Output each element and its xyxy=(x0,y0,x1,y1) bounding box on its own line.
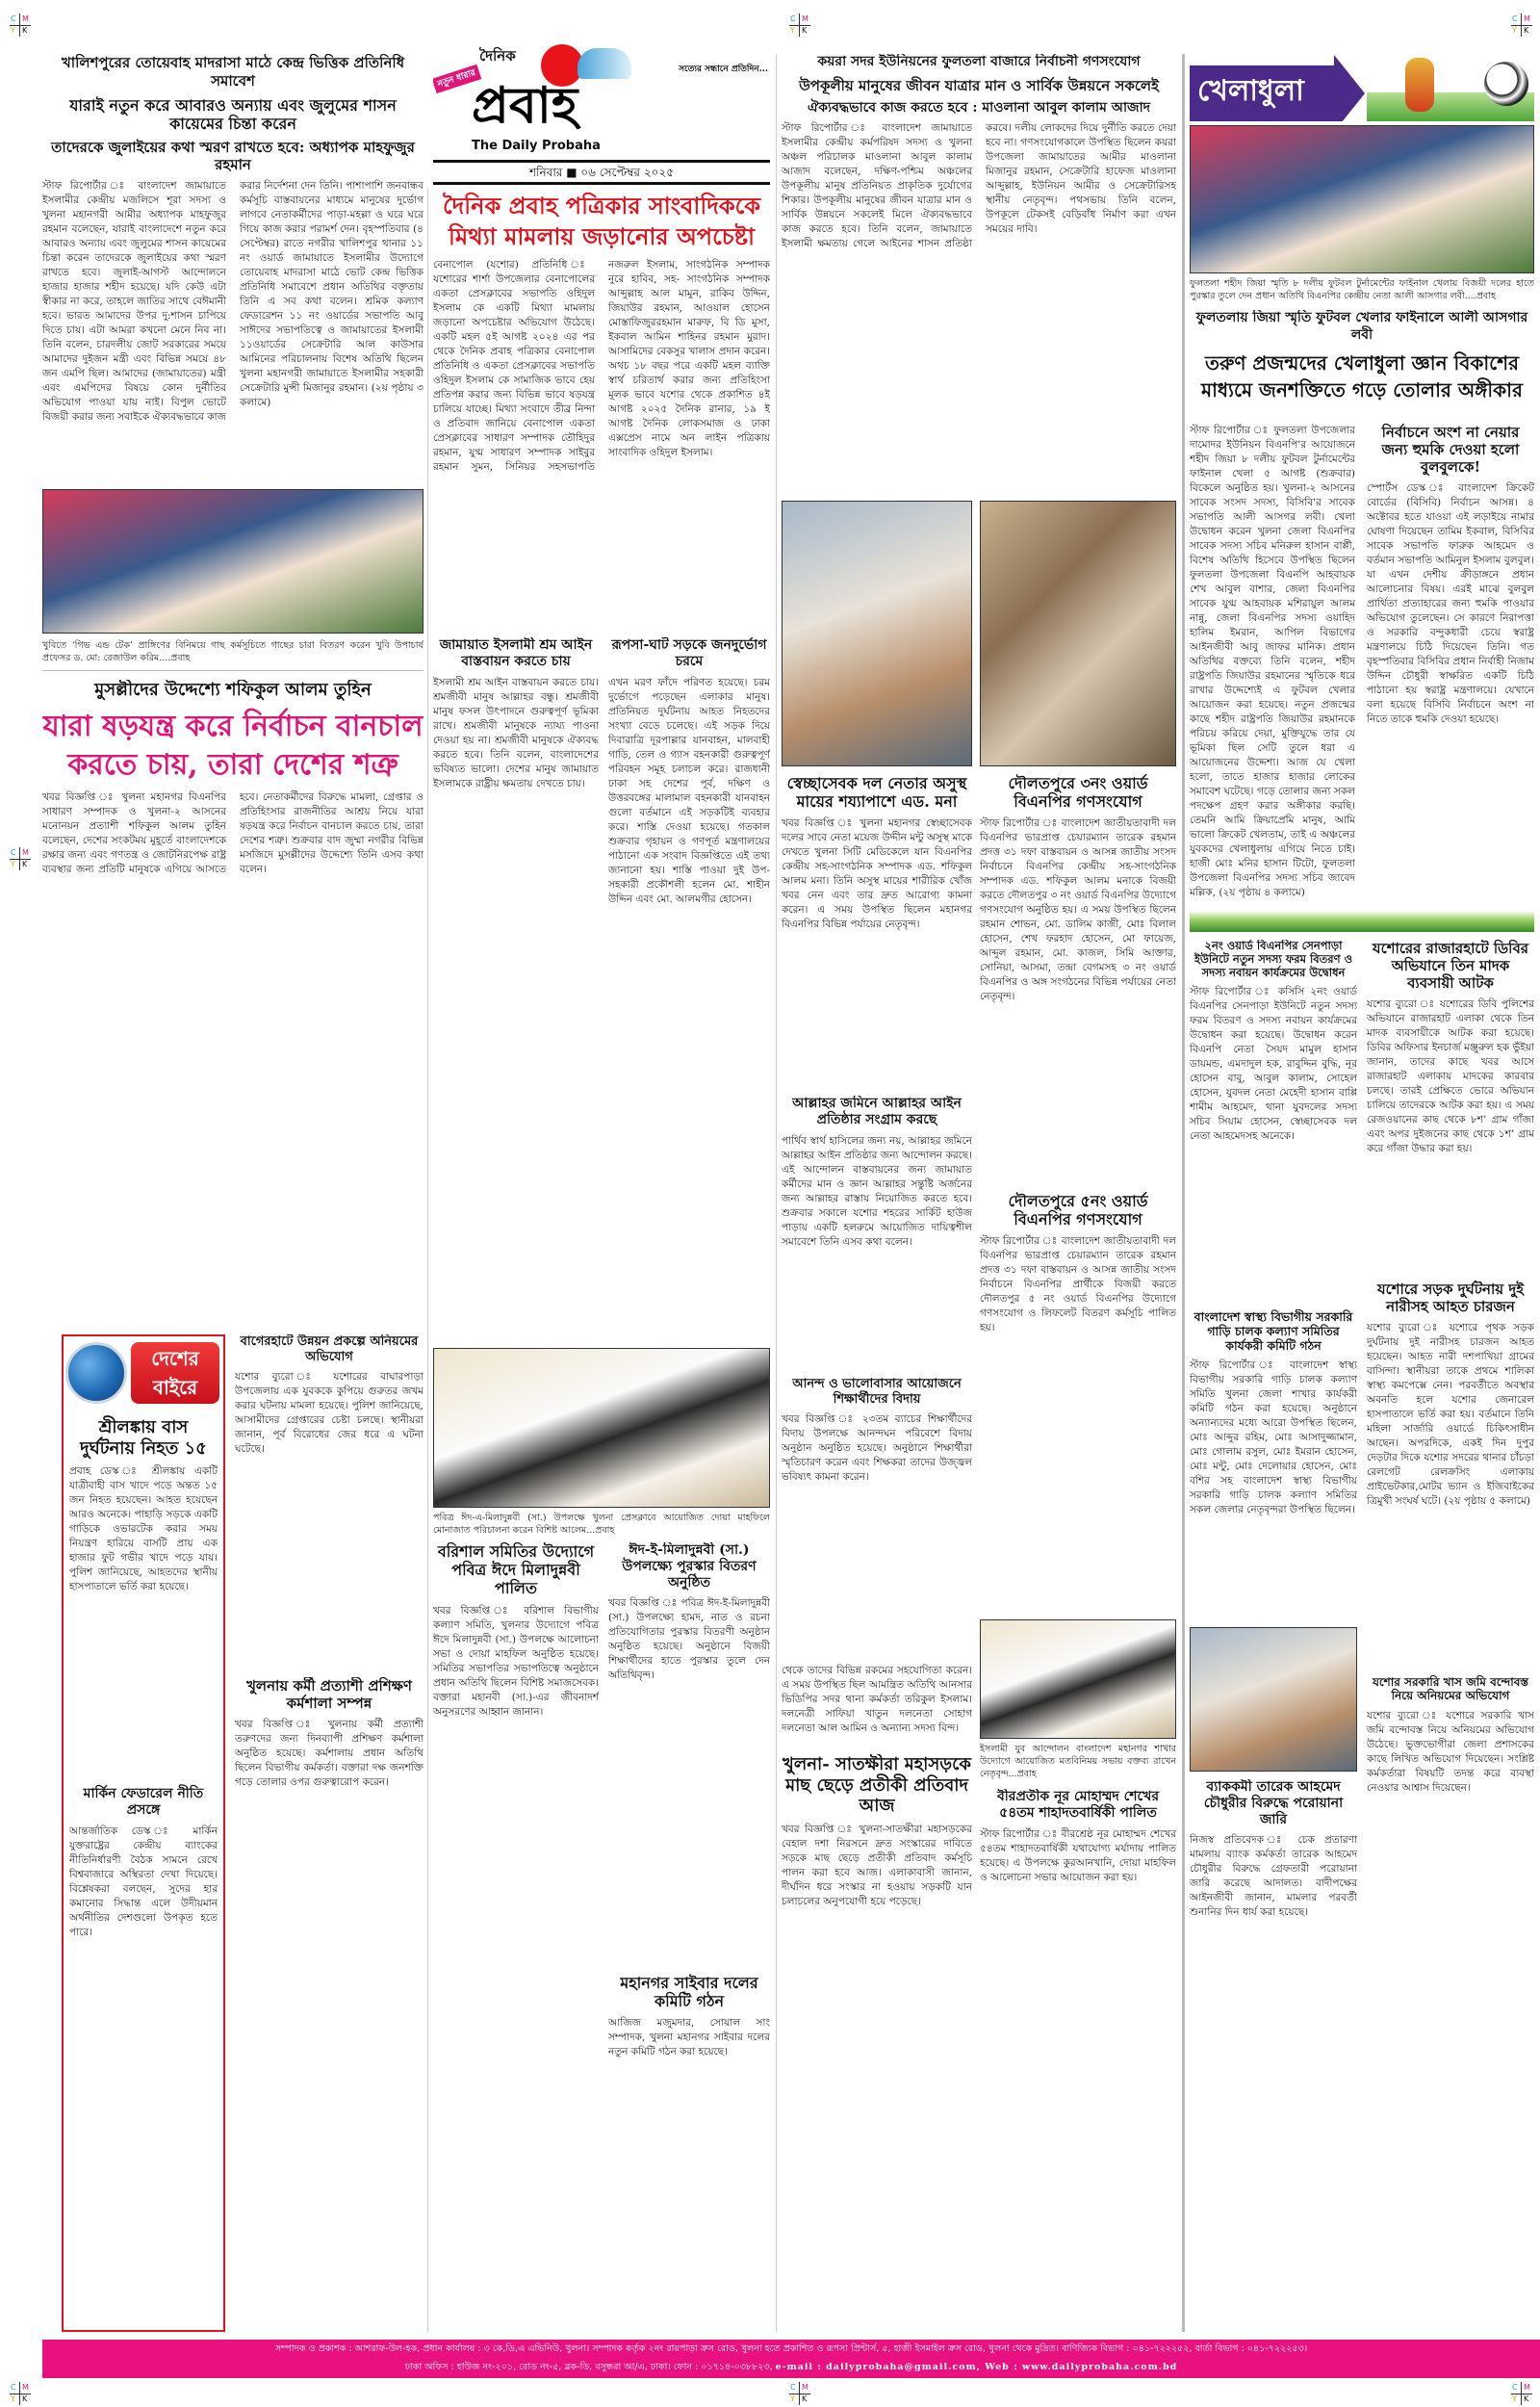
road-story xyxy=(608,637,770,1340)
road-body: এখন মরণ ফাঁদে পরিণত হয়েছে। চরম দুর্ভোগে পড়েছেন এলাকার মানুষ। প্রতিনিয়ত দুর্ঘটনায় আহত নিহতদের সংখ্যা বেড়ে চলেছে। এই সড়ক দিয়ে দিবারাত্রি দূরপাল্লার যানবাহন, মালবাহী গাড়ি, তেল ও গ্যাস বহনকারী গুরুত্বপূর্ণ পরিবহন সমূহ চলাচল করে। রাজধানী ঢাকা সহ দেশের পূর্ব, দক্ষিণ ও উত্তরবঙ্গের মালামাল বহনকারী যানবাহন গুলো বর্তমানে এই সড়কটিই ব্যবহার করে। শাস্তি দেওয়া হয়েছে। গতকাল শুক্রবার গৃহায়ন ও গণপূর্ত মন্ত্রণালয়ের পাঠানো এক সংবাদ বিজ্ঞপ্তিতে এই তথ্য জানানো হয়। শাস্তি পাওয়া দুই উপ-সহকারী প্রকৌশলী হলেন মো. শাহীন উদ্দিন এবং মো. আলমগীর হোসেন। xyxy=(608,676,770,905)
milad-headline: ঈদ-ই-মিলাদুন্নবী (সা.) উপলক্ষ্যে পুরস্কার বিতরণ অনুষ্ঠিত xyxy=(622,1542,757,1591)
koyra-story xyxy=(782,54,1176,495)
masthead-badge: নতুন ধারার xyxy=(433,65,481,93)
sports-heading xyxy=(1190,310,1534,416)
volunteer-story xyxy=(782,774,972,1088)
football-icon xyxy=(1484,62,1528,106)
jessore-accident-headline: যশোরে সড়ক দুর্ঘটনায় দুই নারীসহ আহত চারজন xyxy=(1376,1281,1525,1315)
allah-law-story xyxy=(782,1096,972,1369)
middle-left-story-b-headline: খুলনায় কর্মী প্রত্যাশী প্রশিক্ষণ কর্মশালা সম্পন্ন xyxy=(246,1677,412,1712)
tarique-body: নিজস্ব প্রতিবেদক ঃ চেক প্রতারণা মামলায় ব্যাংক কর্মকর্তা তারেক আহমেদ চৌধুরীর বিরুদ্ধে গ্রেফতারী পরোয়ানা জারি করেছে আদালত। বাদীপক্ষের আইনজীবী জানান, মামলার পরবর্তী শুনানির দিন ধার্য করা হয়েছে। xyxy=(1190,1834,1357,1919)
labour-law-headline: জামায়াত ইসলামী শ্রম আইন বাস্তবায়ন করতে চায় xyxy=(439,637,593,669)
milad-story xyxy=(608,1542,770,1966)
tuhin-body: খবর বিজ্ঞপ্তি ঃ খুলনা মহানগর বিএনপির সাধারণ সম্পাদক ও খুলনা-২ আসনের মনোনয়ন প্রত্যাশী শফিকুল আলম তুহিন বলেছেন, দেশের সংকটময় মুহূর্তে বাংলাদেশকে রক্ষার জন্য এবং গণতন্ত্র ও জোটনিরপেক্ষ রাষ্ট্র ব্যবস্থার জন্য প্রতিটি মানুষকে এগিয়ে আসতে হবে। নেতাকর্মীদের বিরুদ্ধে মামলা, গ্রেপ্তার ও প্রতিহিংসার রাজনীতির আশ্রয় নিয়ে যারা ষড়যন্ত্র করে নির্বাচন বানচাল করতে চায়, তারা দেশের শত্রু। শুক্রবার বাদ জুম্মা নগরীর বিভিন্ন মসজিদে মুসল্লীদের উদ্দেশ্যে তিনি এসব কথা বলেন। xyxy=(42,790,424,875)
koyra-photo-2 xyxy=(782,501,972,766)
lead-photo xyxy=(42,489,424,634)
registration-mark: C M Y K xyxy=(789,13,810,37)
youth-photo-caption: ইসলামী যুব আন্দোলন বাংলাদেশ মহানগর শাখার উদ্যোগে আয়োজিত মতবিনিময় সভায় বক্তব্য রাখেন নেতৃবৃন্দ...প্রবাহ xyxy=(980,1744,1176,1779)
false-case-body: বেনাপোল (যশোর) প্রতিনিধি ঃ যশোরের শার্শা উপজেলার বেনাপোলের একতা প্রেসক্লাবের সভাপতি ওহিদুল ইসলাম কে একটি মিথ্যা মামলায় জড়ানো অপচেষ্টার অভিযোগ উঠেছে। একটি মহল ৫ই আগষ্ট ২০২৪ এর পর থেকে দৈনিক প্রবাহ পত্রিকার বেনাপোল প্রতিনিধি ও একতা প্রেসক্লাবের সভাপতি ওহিদুল ইসলাম কে সামাজিক ভাবে হেয় প্রতিপন্ন করার জন্য বিভিন্ন ভাবে ষড়যন্ত্র চালিয়ে যাচ্ছে। মিথ্যা সংবাদে তীব্র নিন্দা ও প্রতিবাদ জানিয়ে বেনাপোল একতা প্রেসক্লাবের সাধারণ সম্পাদক তৌহিদুর রহমান, যুগ্ম সাধারণ সম্পাদক সাইবুর রহমান সুমন, সিনিয়র সহসভাপতি নজরুল ইসলাম, সাংগঠনিক সম্পাদক নুরে হাবিব, সহ- সাংগঠনিক সম্পাদক আব্দুল্লাহ আল মামুন, রাকিব উদ্দিন, জিয়াউর রহমান, আওয়াল হোসেন মোস্তাফিজুররহমান মারুফ, বি ডি মুসা, ইকবাল আমিন শাহিনর রহমান মুরাদ। আসামিদের বেকসুর খালাস প্রদান করেন। অথচ ১৮ বছর পরে একটি মহল ব্যাক্তি স্বার্থ চরিতার্থ করার জন্য প্রতিহিংসা মূলক ভাবে যশোর থেকে প্রকাশিত ৪ই আগষ্ট ২০২৫ দৈনিক রানার, ১৯ ই আগষ্ট দৈনিক লোকসমাজ ও ঢাকা এক্সপ্রেস নামে অন লাইন পত্রিকায় সাংবাদিক ওহিদুল ইসলাম। xyxy=(433,259,770,473)
imprint-footer xyxy=(42,2340,1540,2378)
bulbul-story xyxy=(1367,424,1534,905)
driver-body: স্টাফ রিপোর্টার ঃ বাংলাদেশ স্বাস্থ্য বিভাগীয় সরকারি গাড়ি চালক কল্যাণ সমিতি খুলনা জেলা শাখার কার্যকরী কমিটি গঠন করা হয়েছে। অনুষ্ঠানে অন্যান্যদের মধ্যে আরো উপস্থিত ছিলেন, মোঃ আব্দুর রহিম, মোঃ আসাদুজ্জামান, মোঃ গোলাম রসুল, মোঃ ইমরান হোসেন, মোঃ মন্টু, মোঃ দেলোয়ার হোসেন, মোঃ বশির সহ বাংলাদেশ স্বাস্থ্য বিভাগীয় সরকারি গাড়ি চালক কল্যাণ সমিতির সকল জেলার নেতৃবৃন্দরা উপস্থিত ছিলেন। xyxy=(1190,1359,1357,1515)
narcotics-headline: বীরপ্রতীক নূর মোহাম্মদ শেখের ৫৪তম শাহাদতবার্ষিকী পালিত xyxy=(996,1789,1160,1821)
labour-law-story xyxy=(433,637,599,1340)
registration-mark: C M Y K xyxy=(10,13,31,37)
tuhin-kicker: মুসল্লীদের উদ্দেশ্যে শফিকুল আলম তুহিন xyxy=(94,680,372,700)
abroad-banner-line1: দেশের xyxy=(151,1347,199,1370)
ward2-headline: ২নং ওয়ার্ড বিএনপির সেনপাড়া ইউনিটে নতুন সদস্য ফরম বিতরণ ও সদস্য নবায়ন কার্যক্রমের উদ্বোধন xyxy=(1194,940,1353,979)
sports-photo-caption: ফুলতলা শহীদ জিয়া স্মৃতি ৮ দলীয় ফুটবল টুর্নামেন্টের ফাইনাল খেলায় বিজয়ী দলের হাতে পুরস্কার তুলে দেন প্রধান অতিথি বিএনপির কেন্দ্রীয় নেতা আলী আসগার লবী....প্রবাহ xyxy=(1190,278,1534,301)
driver-photo xyxy=(1190,1627,1357,1772)
registration-mark: C M Y K xyxy=(10,2382,31,2405)
cricket-bat-icon xyxy=(1405,58,1434,112)
imprint-dhaka-office: ঢাকা অফিস : হাউজ নং-২০১, রোড নং-৫, ব্লক-ডি, বসুন্ধরা আ/এ, ঢাকা। ফোন : ০১৭১৪-০৩৮৮২৩, xyxy=(404,2362,773,2372)
masthead-english-name: The Daily Probaha xyxy=(472,139,601,153)
registration-mark: C M Y K xyxy=(1511,13,1532,37)
lead-kicker: খালিশপুরের তোয়েবাহ মাদরাসা মাঠে কেন্দ্র ভিত্তিক প্রতিনিধি সমাবেশ xyxy=(61,54,405,90)
masthead-rule xyxy=(433,182,770,185)
column-divider xyxy=(427,189,428,2332)
abroad-box xyxy=(62,1334,225,2332)
masthead-tagline: সত্যের সন্ধানে প্রতিদিন... xyxy=(679,65,768,74)
koyra-headline-2: ঐক্যবদ্ধভাবে কাজ করতে হবে : মাওলানা আবুল কালাম আজাদ xyxy=(807,99,1150,116)
abroad-banner-line2: বাইরে xyxy=(152,1376,198,1399)
aanandamoyi-headline: আনন্দ ও ভালোবাসার আয়োজনে শিক্ষার্থীদের বিদায় xyxy=(792,1377,962,1407)
fish-story xyxy=(782,1754,972,2332)
abroad-headline: শ্রীলঙ্কায় বাস দুর্ঘটনায় নিহত ১৫ xyxy=(80,1417,207,1459)
rajarhat-story xyxy=(1367,940,1534,1273)
aanandamoyi-story xyxy=(782,1377,972,1656)
cyber-headline: মহানগর সাইবার দলের কমিটি গঠন xyxy=(620,1974,758,2011)
middle-left-story-a-headline: বাগেরহাটে উন্নয়ন প্রকল্পে অনিয়মের অভিযোগ xyxy=(240,1334,419,1364)
middle-left-story-a xyxy=(235,1334,424,1669)
ward2-story xyxy=(1190,940,1357,1302)
divider xyxy=(42,670,424,671)
cyber-body: আজিজ মজুমদার, সোয়াল সাং সম্পাদক, খুলনা মহানগর সাইবার দলের নতুন কমিটি গঠন করা হয়েছে। xyxy=(608,2017,770,2058)
lead-headline-2: তাদেরকে জুলাইয়ের কথা স্মরণ রাখতে হবে: অধ্যাপক মাহফুজুর রহমান xyxy=(51,138,415,173)
tarique-headline: ব্যাককমী তারেক আহমেদ চৌধুরীর বিরুদ্ধে পরোয়ানা জারি xyxy=(1203,1779,1344,1827)
sports-headline: তরুণ প্রজন্মদের খেলাধুলা জ্ঞান বিকাশের মাধ্যমে জনশক্তিতে গড়ে তোলার অঙ্গীকার xyxy=(1201,351,1523,401)
barishal-photo-caption: পবিত্র ঈদ-এ-মিলাদুন্নবী (সা.) উপলক্ষে খুলনা প্রেসক্লাবে আয়োজিত দোয়া মাহফিলে মোনাজাত পরিচালনা করেন বিশিষ্ট আলেম...প্রবাহ xyxy=(433,1513,770,1536)
milad-body: খবর বিজ্ঞপ্তি ঃ পবিত্র ঈদ-ই-মিলাদুন্নবী (সা.) উপলক্ষ্যে হামদ, নাত ও রচনা প্রতিযোগিতার পুরস্কার বিতরণী অনুষ্ঠান অনুষ্ঠিত হয়েছে। অনুষ্ঠানে বিজয়ী শিক্ষার্থীদের হাতে পুরস্কার তুলে দেন অতিথিবৃন্দ। xyxy=(608,1597,770,1682)
tuhin-story xyxy=(42,680,424,1325)
sports-photo xyxy=(1190,125,1534,273)
narcotics-story xyxy=(980,1789,1176,2332)
sports-banner xyxy=(1190,54,1534,121)
tuhin-headline: যারা ষড়যন্ত্র করে নির্বাচন বানচাল করতে চায়, তারা দেশের শত্রু xyxy=(42,709,424,782)
koyra-headline-1: উপকূলীয় মানুষের জীবন যাত্রার মান ও সার্বিক উন্নয়নে সকলেই xyxy=(799,76,1159,94)
masthead-prefix: দৈনিক xyxy=(479,47,516,65)
masthead xyxy=(433,42,770,158)
rajarhat-headline: যশোরের রাজারহাটে ডিবির অভিযানে তিন মাদক ব্যবসায়ী আটক xyxy=(1372,940,1529,992)
doulatpur-5-body: স্টাফ রিপোর্টার ঃ বাংলাদেশ জাতীয়তাবাদী দল বিএনপির ভারপ্রাপ্ত চেয়ারম্যান তারেক রহমান প্রদত্ত ৩১ দফা বাস্তবায়ন ও আসন্ন জাতীয় সংসদ নির্বাচনে বিএনপির প্রার্থীকে বিজয়ী করতে দৌলতপুর ৫ নং ওয়ার্ড বিএনপির উদ্যোগে গণসংযোগ ও লিফলেট বিতরণ কর্মসূচি পালিত হয়। xyxy=(980,1235,1176,1334)
arrow-icon xyxy=(1334,55,1365,121)
labour-law-body: ইসলামী শ্রম আইন বাস্তবায়ন করতে চায়। শ্রমজীবী মানুষ আল্লাহর বন্ধু। শ্রমজীবী মানুষ ফসল উৎপাদনে গুরুত্বপূর্ণ ভূমিকা রাখে। শ্রমজীবী মানুষকে ন্যায্য পাওনা দেওয়া হয় না। শ্রমজীবী মানুষকে ঐক্যবদ্ধ করতে হবে। তিনি বলেন, বাংলাদেশের ভবিষ্যত ভালো। দেশের মানুষ জামায়াত ইসলামকে রাষ্ট্রীয় ক্ষমতায় দেখতে চায়। xyxy=(433,676,599,789)
doulatpur-3-story xyxy=(980,774,1176,1184)
volunteer-body: খবর বিজ্ঞপ্তি ঃ খুলনা মহানগর স্বেচ্ছাসেবক দলের সাবে নেতা ময়েজ উদ্দীন মন্টু অসুস্থ মাকে দেখতে খুলনা সিটি মেডিকেলে যান বিএনপির কেন্দ্রীয় সহ-সাংগঠনিক সম্পাদক এড. শফিকুল আলম মনা। তিনি অসুস্থ মায়ের শারীরিক খোঁজ খবর নেন এবং তার দ্রুত আরোগ্য কামনা করেন। এ সময় উপস্থিত ছিলেন মহানগর বিএনপির বিভিন্ন পর্যায়ের নেতৃবৃন্দ। xyxy=(782,817,972,931)
middle-left-story-b xyxy=(235,1677,424,2332)
registration-mark: C M Y K xyxy=(10,847,31,870)
imprint-contact[interactable]: e-mail : dailyprobaha@gmail.com, Web : www.dailyprobaha.com.bd xyxy=(775,2362,1178,2372)
sports-kicker: ফুলতলায় জিয়া স্মৃতি ফুটবল খেলার ফাইনালে আলী আসগার লবী xyxy=(1195,310,1528,343)
lead-headline-1: যারাই নতুন করে আবারও অন্যায় এবং জুলুমের শাসন কায়েমের চিন্তা করেন xyxy=(69,95,397,133)
fish-headline: খুলনা- সাতক্ষীরা মহাসড়কে মাছ ছেড়ে প্রতীকী প্রতিবাদ আজ xyxy=(783,1754,971,1817)
youth-photo xyxy=(980,1619,1176,1739)
abroad-body: প্রবাহ ডেস্ক ঃ শ্রীলঙ্কায় একটি যাত্রীবাহী বাস খাদে পড়ে অন্তত ১৫ জন নিহত হয়েছেন। আহত হয়েছেন আরও অনেকে। পাহাড়ি সড়কে একটি গাড়িকে ওভারটেক করার সময় নিয়ন্ত্রণ হারিয়ে বাসটি প্রায় এক হাজার ফুট গভীর খাদে পড়ে যায়। পুলিশ জানিয়েছে, আহতদের স্থানীয় হাসপাতালে ভর্তি করা হয়েছে। xyxy=(69,1465,218,1593)
jessore-accident-body: যশোর ব্যুরো ঃ যশোরে পৃথক সড়ক দুর্ঘটনায় দুই নারীসহ চারজন আহত হয়েছেন। আহত নারী দশপাখিয়া গ্রামের বাসিন্দা। স্থানীয়রা তাকে প্রথমে শালিকা স্বাস্থ্য কমপেক্সে নেন। পরবর্তীতে অবস্থার অবনতি হলে যশোর জেনারেল হাসপাতালে ভর্তি করা হয়। বর্তমানে তিনি মহিলা সার্জারি ওয়ার্ডে চিকিৎসাধীন আছেন। অপরদিকে, একই দিন দুপুর দেড়টার দিকে যশোর সদরের থানার চাঁচড়া রেলগেট রেলক্রসিং এলাকায় প্রাইভেটকার,মোটর ভ্যান ও ইজিবাইকের ত্রিমুখী সংঘর্ষ ঘটে। (২য় পৃষ্ঠায় ৫ কলামে) xyxy=(1367,1322,1534,1507)
date-line: শনিবার ■ ০৬ সেপ্টেম্বর ২০২৫ xyxy=(528,166,675,179)
doulatpur-5-headline: দৌলতপুরে ৫নং ওয়ার্ড বিএনপির গণসংযোগ xyxy=(1008,1192,1148,1229)
middle-left-story-b-body: খবর বিজ্ঞপ্তি ঃ খুলনায় কর্মী প্রত্যাশী তরুণদের জন্য দিনব্যাপী প্রশিক্ষণ কর্মশালা অনুষ্ঠিত হয়েছে। কর্মশালায় প্রধান অতিথি ছিলেন বিভাগীয় কর্মকর্তা। বক্তারা দক্ষ জনশক্তি গড়ে তোলার ওপর গুরুত্বারোপ করেন। xyxy=(235,1719,424,1788)
barishal-photo xyxy=(433,1348,770,1508)
volunteer-headline: স্বেচ্ছাসেবক দল নেতার অসুস্থ মায়ের শয্যাপাশে এড. মনা xyxy=(786,774,967,812)
masthead-rule xyxy=(433,160,770,163)
column-divider xyxy=(776,54,777,2332)
cyber-story xyxy=(608,1974,770,2332)
narcotics-body: স্টাফ রিপোর্টার ঃ বীরশ্রেষ্ঠ নূর মোহাম্মদ শেখের ৫৪তম শাহাদতবার্ষিকী যথাযোগ্য মর্যাদায় পালিত হয়েছে। এ উপলক্ষে কুরআনখানি, দোয়া মাহফিল ও আলোচনা সভার আয়োজন করা হয়। xyxy=(980,1827,1176,1883)
doulatpur-5-story xyxy=(980,1192,1176,1612)
lead-story xyxy=(42,54,424,664)
doulatpur-3-body: স্টাফ রিপোর্টার ঃ বাংলাদেশ জাতীয়তাবাদী দল বিএনপির ভারপ্রাপ্ত চেয়ারম্যান তারেক রহমান প্রদত্ত ৩১ দফা বাস্তবায়ন ও আসন্ন জাতীয় সংসদ নির্বাচনে বিএনপির কেন্দ্রীয় সহ-সাংগঠনিক সম্পাদক এড. শফিকুল আলম মনাকে বিজয়ী করতে দৌলতপুর ৩ নং ওয়ার্ড বিএনপির উদ্যোগে গণসংযোগ অনুষ্ঠিত হয়। এ সময় উপস্থিত ছিলেন রহমান শোভন, মো. ডালিম কাজী, মোঃ বিলাল হোসেন, শেখ ফরহাদ হোসেন, মো ফায়েজ, আব্দুল রহমান, মো. কাজল, সিমি আক্তার, সোনিয়া, আসমা, তন্দ্রা বেগমসহ ৩ নং ওয়ার্ড বিএনপির ও অঙ্গ সংগঠনের বিভিন্ন পর্যায়ের নেতা নেতৃবৃন্দ। xyxy=(980,817,1176,1003)
road-headline: রূপসা-ঘাট সড়কে জনদুর্ভোগ চরমে xyxy=(611,637,767,669)
rajarhat-body: যশোর ব্যুরো ঃ যশোরের ডিবি পুলিশের অভিযানে রাজারহাট এলাকা থেকে তিন মাদক ব্যবসায়ীকে আটক করা হয়েছে। ডিবির অফিসার ইনচার্জ মঞ্জুরুল হক ভুঁইয়া জানান, তাদের কাছে খবর আসে রাজারহাট এলাকায় মাদকের কারবার চলছে। তারই প্রেক্ষিতে ভোরে অভিযান চালিয়ে তাদেরকে আটক করা হয়। এ সময় রেজওয়ানের কাছ থেকে ৮শ’ গ্রাম গাঁজা এবং অপর দুইজনের কাছ থেকে ১শ’ গ্রাম করে গাঁজা উদ্ধার করা হয়। xyxy=(1367,998,1534,1154)
lead-body: স্টাফ রিপোর্টার ঃ বাংলাদেশ জামায়াতে ইসলামীর কেন্দ্রীয় মজলিসে শূরা সদস্য ও খুলনা মহানগরী আমীর অধ্যাপক মাহফুজুর রহমান বলেছেন, যারাই বাংলাদেশে নতুন করে আবারও অন্যায় এবং জুলুমের শাসন কায়েমের চিন্তা করেন তাদেরকে জুলাইয়ের কথা স্মরণ রাখতে হবে। জুলাই-আগস্ট আন্দোলনে হাজার হাজার শহীদ হয়েছে। যদি কেউ এটা স্বীকার না করে, তাহলে জাতির সাথে বেঈমানী হবে। ভারত আমাদের উপর দু:শাসন চাপিয়ে দিতে চায়। এটা আমরা কখনো মেনে নিব না। তিনি বলেন, চারদলীয় জোট সরকারের সময়ে আমাদের দুইজন মন্ত্রী এবং বিভিন্ন সময়ে ৪৮ জন এমপি ছিল। আমাদের (জামায়াতের) মন্ত্রী এবং এমপিদের বিষয়ে কোন দুর্নীতির অভিযোগ পাওয়া যায় নাই। বিপুল ভোটে বিজয়ী করার জন্য সবাইকে ঐক্যবদ্ধভাবে কাজ করার নির্দেশনা দেন তিনি। পাশাপাশি জনবান্ধব কর্মসূচি বাস্তবায়নের মাধ্যমে মানুষের দুর্ভোগ লাগবে নেতাকর্মীদের পাড়া-মহল্লা ও ঘরে ঘরে গিয়ে কাজ করার পরামর্শ দেন। বৃহস্পতিবার (৪ সেপ্টেম্বর) রাতে নগরীর খালিশপুর থানার ১১ নং ওয়ার্ড জামায়াতে ইসলামীর উদ্যোগে তোয়েবাহ মাদরাসা মাঠে ভোট কেন্দ্র ভিত্তিক প্রতিনিধি সমাবেশে প্রধান অতিথির বক্তৃতায় তিনি এ সব কথা বলেন। শ্রমিক কল্যাণ ফেডারেশন ১১ নং ওয়ার্ডের সভাপতি আবু সাঈদের সভাপতিত্বে ও জামায়াতের ইসলামী ১১ওয়ার্ডের সেক্রেটারি আল কাউসার আমিনের পরিচালনায় বিশেষ অতিথি ছিলেন খুলনা মহানগরী জামায়াতে ইসলামীর সহকারী সেক্রেটারি মুন্সী মিজানুর রহমান। (২য় পৃষ্ঠায় ৩ কলামে) xyxy=(42,179,424,423)
sports-body: স্টাফ রিপোর্টার ঃ ফুলতলা উপজেলার দামোদর ইউনিয়ন বিএনপি'র আয়োজনে শহীদ জিয়া ৮ দলীয় ফুটবল টুর্নামেন্টের ফাইনাল খেলা ৫ আগষ্ট (শুক্রবার) বিকেলে অনুষ্ঠিত হয়। খুলনা-২ আসনের সাবেক সংসদ সদস্য, বিসিবি'র সাবেক সভাপতি আলী আসগর লবী। খেলা উদ্বোধন করেন খুলনা জেলা বিএনপির সাবেক সদস্য সচিব মনিরুল হাসান বাপ্পী, বিশেষ অতিথি হিসেবে উপস্থিত ছিলেন ফুলতলা উপজেলা বিএনপি আহবায়ক শেখ আবুল বাশার, জেলা বিএনপির সাবেক যুগ্ম আহবায়ক মশিরায়ুল আলম নান্নু, জেলা বিএনপির সদস্য ওয়াহিদ হালিম ইমরান, আপিল বিভাগের আইনজীবী আবু জাফর মানিক। প্রধান অতিথির বক্তব্যে তিনি বলেন, শহীদ রাষ্ট্রপতি জিয়াউর রহমানের স্মৃতিকে ধরে রাখার উদ্দেশ্যেই এ ফুটবল খেলার আয়োজন করা হয়েছে। নতুন প্রজন্মের কাছে শহীদ রাষ্ট্রপতি জিয়াউর রহমানকে পরিচয় করিয়ে দেয়া, মুক্তিযুদ্ধে তার যে ভূমিকা ছিল সেটি তুলে ধরা এ আয়োজনের উদ্দেশ্য। আজ যে খেলা হলো, তাতে হাজার হাজার লোকের সমাবেশ ঘটেছে। গড়ে তোলার জন্য সকল পদক্ষেপ গ্রহণ করার অঙ্গীকার করছি। তেমনি আমি ক্রিয়াপ্রেমি মানুষ, আমি ভালো ক্রিকেট খেলতাম, তাই এ অঞ্চলের যুবকদের খেলাধুলায় এগিয়ে নিতে চাই। হাজী মোঃ মনির হাসান টিটো, ফুলতলা উপজেলা বিএনপির সদস্য সচিব জাবেদ মল্লিক, (২য় পৃষ্ঠায় ৪ কলামে) xyxy=(1190,425,1355,898)
abroad-sub-headline: মার্কিন ফেডারেল নীতি প্রসঙ্গে xyxy=(83,1786,204,1818)
middle-left-story-a-body: যশোর ব্যুরো ঃ যশোরের বাঘারপাড়া উপজেলায় এক যুবককে কুপিয়ে গুরুতর জখম করার ঘটনায় মামলা হয়েছে। পুলিশ জানিয়েছে, আসামীদের গ্রেপ্তারের চেষ্টা চলছে। স্থানীয়রা জানান, পূর্ব বিরোধের জের ধরে এ ঘটনা ঘটেছে। xyxy=(235,1371,424,1456)
jessore-accident-story xyxy=(1367,1281,1534,1668)
driver-headline: বাংলাদেশ স্বাস্থ্য বিভাগীয় সরকারি গাড়ি চালক কল্যাণ সমিতির কার্যকরী কমিটি গঠন xyxy=(1194,1309,1353,1353)
false-case-story xyxy=(433,191,770,630)
ward2-body: স্টাফ রিপোর্টার ঃ কসিসি ২নং ওয়ার্ড বিএনপির সেনপাড়া ইউনিটে নতুন সদস্য ফরম বিতরণ ও সদস্য নবায়ন কার্যক্রমের উদ্বোধন করা হয়েছে। উদ্বোধন করেন বিএনপি নেতা সৈয়দ মামুল হাসান ডায়মন্ড, এমদাদুল হক, রাবুদ্দিন বুদ্ধি, নূর হোসেন বাবু, আবুল কালাম, সোহেল হোসেন, যুবদল নেতা মেহেদী হাসান বাপ্পি শামীম আহমেদ, থানা যুবদলের সদস্য সচিব সিয়াম হোসেন, স্বেচ্ছাসেবক দল নেতা আহমেদসহ অনেকে। xyxy=(1190,986,1357,1143)
masthead-title: প্রবাহ xyxy=(472,76,578,135)
bulbul-body: স্পোর্টস ডেস্ক ঃ বাংলাদেশ ক্রিকেট বোর্ডের (বিসিবি) নির্বাচন আসন্ন। ৪ অক্টোবর হতে যাওয়া এই লড়াইয়ে নামার ঘোষণা দিয়েছেন তামিম ইকবাল, বিসিবির সাবেক সভাপতি ফারুক আহমেদ ও বর্তমান সভাপতি আমিনুল ইসলাম বুলবুল। যা এখন দেশীয় ক্রীড়াঙ্গনে প্রধান আলোচনার বিষয়। এরই মাঝে বুলবুল প্রার্থিতা প্রত্যাহারের জন্য হুমকি পাওয়ার অভিযোগ তুলেছেন। সে কারণে নিরাপত্তা ও সরকারি বন্দুকধারী চেয়ে স্বরাষ্ট্র মন্ত্রণালয়ে চিঠি দিয়েছেন তিনি। গত বৃহস্পতিবার বিসিবির প্রধান নির্বাহী নিজাম উদ্দিন চৌধুরী স্বাক্ষরিত একটি চিঠি পাঠানো হয় স্বরাষ্ট্র মন্ত্রণালয়ে। যেখানে বলা হয়েছে বিসিবি নির্বাচনে অংশ না নিতে তাকে হুমকি দেওয়া হয়েছে। xyxy=(1367,482,1534,725)
lease-story xyxy=(1367,1675,1534,2332)
lead-photo-caption: খুবিতে ‘গিভ এন্ড টেক’ প্রাঙ্গিণের বিনিময়ে গাছ কর্মসূচিতে গাছের চারা বিতরণ করেন খুবি উপাচার্য প্রফেসর ড. মো: রেজাউল করিম....প্রবাহ xyxy=(42,640,424,663)
fish-body: খবর বিজ্ঞপ্তি ঃ খুলনা-সাতক্ষীরা মহাসড়কের বেহাল দশা নিরসনে দ্রুত সংস্কারের দাবিতে সড়কে মাছ ছেড়ে প্রতীকী প্রতিবাদ কর্মসূচি পালন করা হবে আজ। এলাকাবাসী জানান, দীর্ঘদিন ধরে সংস্কার না হওয়ায় সড়কটি যান চলাচলের অনুপযোগী হয়ে পড়েছে। xyxy=(782,1823,972,1907)
false-case-headline: দৈনিক প্রবাহ পত্রিকার সাংবাদিককে মিথ্যা মামলায় জড়ানোর অপচেষ্টা xyxy=(442,192,761,250)
lease-headline: যশোর সরকারি খাস জমি বন্দোবস্ত নিয়ে অনিয়মের অভিযোগ xyxy=(1372,1675,1529,1703)
abroad-sub-body: আন্তর্জাতিক ডেস্ক ঃ মার্কিন যুক্তরাষ্ট্রের কেন্দ্রীয় ব্যাংকের নীতিনির্ধারণী বৈঠক সামনে রেখে বিশ্ববাজারে অস্থিরতা দেখা দিয়েছে। বিশ্লেষকরা বলছেন, সুদের হার কমানোর সিদ্ধান্ত এলে উদীয়মান অর্থনীতির দেশগুলো উপকৃত হতে পারে। xyxy=(69,1825,218,1938)
imprint-line-1: সম্পাদক ও প্রকাশক : আশরাফ-উল-হক, প্রধান কার্যালয় : ৩ কে,ডি,এ এভিনিউ, খুলনা। সম্পাদক কর্তৃক ২নং রায়পাড়া ক্রস রোড, খুলনা হতে প্রকাশিত ও রূপসা প্রিন্টার্স, ৫, হাজী ইসমাইল ক্রস রোড, খুলনা থেকে মুদ্রিত। বাণিজ্যিক বিভাগ : ০৪১-৭২২২৫২, বার্তা বিভাগ : ০৪১-৭২২২৫৩। xyxy=(274,2343,1308,2354)
registration-mark: C M Y K xyxy=(789,2382,810,2405)
registration-mark: C M Y K xyxy=(1511,2382,1532,2405)
barishal-headline: বরিশাল সমিতির উদ্যোগে পবিত্র ঈদে মিলাদুন্নবী পালিত xyxy=(437,1542,595,1598)
youth-body: থেকে তাদের বিভিন্ন রকমের সহযোগিতা করেন। এ সময় উপস্থিত ছিল আমন্ত্রিত অতিথি আনসার ভিডিপির সদর থানা কর্মকর্তা তরিকুল ইসলাম। দলনেত্রী সাফিয়া খাতুন দলনেতা সোহাগ দলনেতা আল আমিন ও অন্যান্য সদস্য বিন্দ। xyxy=(782,1665,972,1734)
bulbul-headline: নির্বাচনে অংশ না নেয়ার জন্য হুমকি দেওয়া হলো বুলবুলকে! xyxy=(1381,424,1520,476)
cloud-logo-icon xyxy=(578,48,631,79)
column-divider xyxy=(1182,54,1185,2332)
allah-law-headline: আল্লাহর জমিনে আল্লাহর আইন প্রতিষ্ঠার সংগ্রাম করছে xyxy=(792,1096,962,1127)
allah-law-body: পার্থিব স্বার্থ হাসিলের জন্য নয়, আল্লাহর জমিনে আল্লাহর আইন প্রতিষ্ঠার জন্য আন্দোলন করছে। এই আন্দোলন বাস্তবায়নের জন্য জামায়াত কর্মীদের মান ও জ্ঞান আল্লাহর সন্তুষ্টি অর্জনের জন্য আল্লাহর রাস্তায় নিয়োজিত করতে হবে। শুক্রবার সকালে যশোর শহরের সার্কিট হাউজ পাড়ায় একটি হলরুমে আয়োজিত দায়িত্বশীল সমাবেশে তিনি এসব কথা বলেন। xyxy=(782,1134,972,1248)
lease-body: যশোর ব্যুরো ঃ যশোরে সরকারি খাস জমি বন্দোবস্ত নিয়ে অনিয়মের অভিযোগ উঠেছে। ভুক্তভোগীরা জেলা প্রশাসকের কাছে লিখিত অভিযোগ দিয়েছেন। সংশ্লিষ্ট কর্মকর্তারা বিষয়টি তদন্ত করে ব্যবস্থা নেওয়ার আশ্বাস দিয়েছেন। xyxy=(1367,1709,1534,1794)
barishal-story xyxy=(433,1542,599,2332)
koyra-kicker: কয়রা সদর ইউনিয়নের ফুলতলা বাজারে নির্বাচনী গণসংযোগ xyxy=(817,54,1141,69)
globe-icon xyxy=(65,1342,127,1404)
sports-section-title: খেলাধুলা xyxy=(1197,74,1304,108)
driver-story xyxy=(1190,1309,1357,1619)
grass-divider xyxy=(1190,911,1534,932)
koyra-body: স্টাফ রিপোর্টার ঃ বাংলাদেশ জামায়াতে ইসলামীর কেন্দ্রীয় কর্মপরিষদ সদস্য ও খুলনা অঞ্চল পরিচালক মাওলানা আবুল কালাম আজাদ বলেছেন, দক্ষিণ-পশ্চিম অঞ্চলের উপকূলীয় মানুষ প্রতিনিয়ত প্রাকৃতিক দুর্যোগের শিকার। উপকূলীয় মানুষের জীবন যাত্রার মান ও সার্বিক উন্নয়নে সকলেই মিলে ঐক্যবদ্ধভাবে কাজ করতে হবে। তিনি বলেন, জামায়াতে ইসলামী ক্ষমতায় গেলে আইনের শাসন প্রতিষ্ঠা করবে। দলীয় লোকদের দিয়ে দুর্নীতি করতে দেয়া হবে না। গণসংযোগকালে উপস্থিত ছিলেন কয়রা উপজেলা জামায়াতের আমীর মাওলানা মিজানুর রহমান, সেক্রেটারি হাফেজ মাওলানা আব্দুল্লাহ, ইউনিয়ন আমীর ও সেক্রেটারিসহ স্থানীয় নেতৃবৃন্দ। পথসভায় তিনি বলেন, উপকূলে টেকসই বেড়িবাঁধ নির্মাণ করা এখন সময়ের দাবি। xyxy=(782,122,1176,250)
tarique-story xyxy=(1190,1779,1357,2332)
aanandamoyi-body: খবর বিজ্ঞপ্তি ঃ ২৩তম ব্যাচের শিক্ষার্থীদের বিদায় উপলক্ষে আনন্দঘন পরিবেশে বিদায় অনুষ্ঠান অনুষ্ঠিত হয়েছে। অনুষ্ঠানে শিক্ষার্থীরা স্মৃতিচারণ করেন এবং শিক্ষকরা তাদের উজ্জ্বল ভবিষ্যৎ কামনা করেন। xyxy=(782,1413,972,1484)
koyra-photo xyxy=(980,501,1176,766)
barishal-body: খবর বিজ্ঞপ্তি ঃ বরিশাল বিভাগীয় কল্যাণ সমিতি, খুলনার উদ্যোগে পবিত্র ঈদে মিলাদুন্নবী (সা.) উপলক্ষে আলোচনা সভা ও দোয়া মাহফিল অনুষ্ঠিত হয়েছে। সমিতির সভাপতির সভাপতিত্বে অনুষ্ঠানে প্রধান অতিথি ছিলেন বিশিষ্ট সমাজসেবক। বক্তারা মহানবী (সা.)-এর জীবনাদর্শ অনুসরণের আহ্বান জানান। xyxy=(433,1604,599,1718)
doulatpur-3-headline: দৌলতপুরে ৩নং ওয়ার্ড বিএনপির গণসংযোগ xyxy=(1008,774,1148,812)
abroad-banner xyxy=(131,1342,219,1404)
